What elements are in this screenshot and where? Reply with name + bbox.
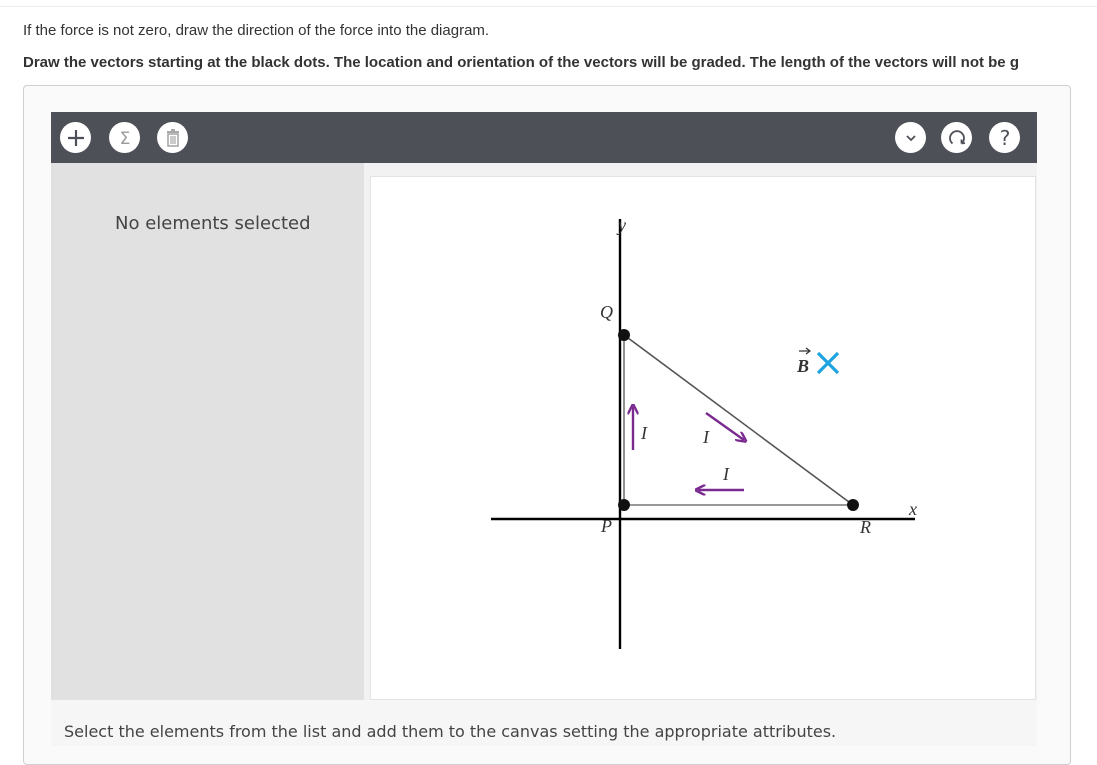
magnetic-field-label — [796, 348, 810, 376]
triangle-circuit-diagram — [371, 177, 1037, 701]
sigma-icon[interactable] — [109, 122, 140, 153]
element-properties-panel — [51, 163, 364, 700]
current-label-vertical: I — [641, 423, 647, 443]
reset-icon[interactable] — [941, 122, 972, 153]
help-icon[interactable] — [989, 122, 1020, 153]
point-r-dot[interactable] — [847, 499, 859, 511]
point-q-dot[interactable] — [618, 329, 630, 341]
instruction-text: If the force is not zero, draw the direction of the force into the diagram. — [23, 22, 490, 39]
wire-qr — [624, 335, 853, 505]
plus-icon[interactable] — [60, 122, 91, 153]
point-q-label: Q — [600, 302, 613, 322]
instruction-bold-text: Draw the vectors starting at the black dots. The location and orientation of the vectors will be graded. The length of the vectors will not be g — [23, 54, 1019, 71]
svg-text:?: ? — [999, 126, 1010, 149]
point-p-label: P — [601, 516, 612, 536]
toolbar — [51, 112, 1037, 163]
point-r-label: R — [860, 517, 871, 537]
x-axis-label: x — [909, 499, 917, 519]
current-label-diagonal: I — [703, 427, 709, 447]
top-divider — [0, 6, 1097, 7]
footer-instruction: Select the elements from the list and add them to the canvas setting the appropriate attributes. — [64, 722, 837, 741]
field-into-page-icon — [818, 353, 838, 373]
no-selection-message: No elements selected — [115, 213, 311, 234]
svg-text:Σ: Σ — [119, 128, 130, 148]
svg-text:B: B — [797, 356, 810, 376]
chevron-down-icon[interactable] — [895, 122, 926, 153]
trash-icon[interactable] — [157, 122, 188, 153]
current-arrow-diagonal — [706, 413, 744, 440]
y-axis-label: y — [618, 215, 626, 235]
drawing-canvas[interactable] — [370, 176, 1036, 700]
footer-panel — [51, 700, 1037, 746]
current-label-horizontal: I — [723, 464, 729, 484]
point-p-dot[interactable] — [618, 499, 630, 511]
